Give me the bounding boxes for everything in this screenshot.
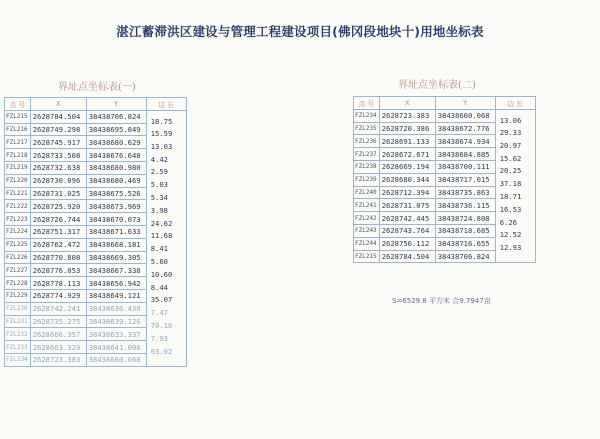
distance-cell <box>495 199 535 212</box>
distance-cell <box>146 187 186 203</box>
distance-value: 8.44 <box>150 282 168 292</box>
table-row <box>354 224 536 237</box>
table-row <box>5 213 187 226</box>
y-cell: 38438700.111 <box>435 160 495 173</box>
distance-cell <box>495 212 535 225</box>
header-point: 点 号 <box>354 97 380 110</box>
header-dist: 边 长 <box>495 97 535 110</box>
table2-caption: 界址点坐标表(二) <box>398 80 476 91</box>
table-row <box>354 122 536 135</box>
distance-cell <box>495 148 535 161</box>
distance-value: 10.60 <box>150 269 173 279</box>
x-cell: 2628720.386 <box>379 122 435 135</box>
table-row <box>5 110 187 123</box>
point-cell: FZL243 <box>354 224 380 237</box>
table-row <box>354 237 536 250</box>
point-cell: FZL216 <box>5 123 31 136</box>
point-cell: FZL225 <box>5 238 31 251</box>
distance-cell <box>495 237 535 253</box>
point-cell: FZL223 <box>5 213 31 226</box>
table-row <box>5 264 187 277</box>
x-cell: 2628743.764 <box>379 224 435 237</box>
table-row <box>354 173 536 186</box>
x-cell: 2628762.472 <box>30 238 86 251</box>
point-cell: FZL226 <box>5 251 31 264</box>
distance-value: 13.03 <box>150 141 173 151</box>
distance-cell <box>146 200 186 213</box>
distance-value: 11.68 <box>150 231 173 241</box>
y-cell: 38438674.934 <box>435 135 495 148</box>
point-cell: FZL240 <box>354 186 380 199</box>
distance-value: 3.98 <box>150 205 168 215</box>
x-cell: 2628776.053 <box>30 264 86 277</box>
x-cell: 2628742.241 <box>30 302 86 315</box>
distance-value: 29.33 <box>499 128 522 138</box>
distance-value: 18.75 <box>150 116 173 126</box>
x-cell: 2628731.075 <box>379 199 435 212</box>
distance-value: 4.42 <box>150 154 168 164</box>
table-row <box>5 149 187 162</box>
y-cell: 38438736.115 <box>435 199 495 212</box>
point-cell: FZL219 <box>5 161 31 174</box>
header-point: 点 号 <box>5 98 31 111</box>
distance-cell <box>146 123 186 139</box>
point-cell: FZL241 <box>354 199 380 212</box>
distance-value: 8.41 <box>150 244 168 254</box>
point-cell: FZL238 <box>354 160 380 173</box>
y-cell: 38438671.633 <box>86 225 146 238</box>
table1-body <box>5 110 187 366</box>
distance-cell <box>146 149 186 162</box>
table-row <box>354 250 536 263</box>
distance-cell <box>146 341 186 354</box>
x-cell: 2628735.275 <box>30 315 86 328</box>
distance-value: 15.62 <box>499 153 522 163</box>
x-cell: 2628774.929 <box>30 289 86 302</box>
x-cell: 2628730.096 <box>30 174 86 187</box>
table-row <box>5 225 187 238</box>
x-cell: 2628666.357 <box>30 328 86 341</box>
point-cell: FZL234 <box>5 353 31 366</box>
y-cell: 38438735.863 <box>435 186 495 199</box>
x-cell: 2628712.394 <box>379 186 435 199</box>
table-row <box>5 251 187 264</box>
distance-value: 2.59 <box>150 167 168 177</box>
point-cell: FZL227 <box>5 264 31 277</box>
table-row <box>354 160 536 173</box>
distance-value: 5.03 <box>150 180 168 190</box>
distance-cell <box>146 251 186 267</box>
header-x: X <box>379 97 435 110</box>
table-row <box>5 174 187 187</box>
table-row <box>5 200 187 213</box>
y-cell: 38438724.808 <box>435 212 495 225</box>
table-row <box>354 135 536 148</box>
point-cell: FZL234 <box>354 109 380 122</box>
distance-cell <box>495 173 535 189</box>
distance-cell <box>146 136 186 149</box>
x-cell: 2628732.638 <box>30 161 86 174</box>
distance-value: 20.97 <box>499 140 522 150</box>
header-x: X <box>30 98 86 111</box>
y-cell: 38438670.073 <box>86 213 146 226</box>
distance-cell <box>495 186 535 202</box>
distance-value: 24.62 <box>150 218 173 228</box>
distance-cell <box>495 122 535 138</box>
distance-cell <box>146 289 186 305</box>
distance-cell <box>146 315 186 331</box>
y-cell: 38438667.338 <box>86 264 146 277</box>
distance-value: 70.16 <box>150 321 173 331</box>
distance-cell <box>146 302 186 318</box>
distance-value: 20.25 <box>499 166 522 176</box>
y-cell: 38438668.181 <box>86 238 146 251</box>
header-y: Y <box>86 98 146 111</box>
x-cell: 2628669.194 <box>379 160 435 173</box>
table2-body <box>354 109 536 263</box>
x-cell: 2628778.113 <box>30 277 86 290</box>
y-cell: 38438684.885 <box>435 148 495 161</box>
distance-value: 12.93 <box>499 243 522 253</box>
point-cell: FZL231 <box>5 315 31 328</box>
x-cell: 2628725.920 <box>30 200 86 213</box>
distance-value: 7.47 <box>150 308 168 318</box>
coordinate-table-2 <box>353 96 536 263</box>
distance-cell <box>495 250 535 263</box>
distance-value: 5.60 <box>150 257 168 267</box>
point-cell: FZL236 <box>354 135 380 148</box>
y-cell: 38438641.006 <box>86 341 146 354</box>
x-cell: 2628726.744 <box>30 213 86 226</box>
y-cell: 38438676.648 <box>86 149 146 162</box>
point-cell: FZL244 <box>354 237 380 250</box>
distance-cell <box>146 328 186 341</box>
table-row <box>5 277 187 290</box>
distance-cell <box>146 225 186 241</box>
point-cell: FZL217 <box>5 136 31 149</box>
table-row <box>5 238 187 251</box>
y-cell: 38438673.969 <box>86 200 146 213</box>
distance-cell <box>146 174 186 190</box>
distance-value: 37.18 <box>499 179 522 189</box>
distance-cell <box>146 213 186 226</box>
table-row <box>354 109 536 122</box>
x-cell: 2628680.344 <box>379 173 435 186</box>
table-header-row <box>354 97 536 110</box>
distance-cell <box>495 135 535 148</box>
y-cell: 38438706.824 <box>86 110 146 123</box>
coordinate-table-1 <box>4 97 187 367</box>
point-cell: FZL218 <box>5 149 31 162</box>
table-row <box>354 212 536 225</box>
x-cell: 2628756.112 <box>379 237 435 250</box>
distance-cell <box>146 238 186 254</box>
point-cell: FZL215 <box>354 250 380 263</box>
distance-value: 15.59 <box>150 129 173 139</box>
x-cell: 2628733.508 <box>30 149 86 162</box>
table-row <box>5 187 187 200</box>
y-cell: 38438639.126 <box>86 315 146 328</box>
point-cell: FZL221 <box>5 187 31 200</box>
distance-value: 35.07 <box>150 295 173 305</box>
page-title: 湛江蓄滞洪区建设与管理工程建设项目(佛冈段地块十)用地坐标表 <box>116 24 484 39</box>
distance-value: 16.53 <box>499 204 522 214</box>
table-row <box>5 161 187 174</box>
distance-cell <box>146 161 186 177</box>
y-cell: 38438695.849 <box>86 123 146 136</box>
point-cell: FZL215 <box>5 110 31 123</box>
y-cell: 38438649.121 <box>86 289 146 302</box>
point-cell: FZL239 <box>354 173 380 186</box>
y-cell: 38438660.068 <box>86 353 146 366</box>
y-cell: 38438718.685 <box>435 224 495 237</box>
point-cell: FZL220 <box>5 174 31 187</box>
table-row <box>5 315 187 328</box>
y-cell: 38438680.629 <box>86 136 146 149</box>
distance-value: 5.34 <box>150 193 168 203</box>
table-row <box>5 341 187 354</box>
y-cell: 38438633.337 <box>86 328 146 341</box>
distance-cell <box>146 277 186 290</box>
distance-cell <box>495 224 535 240</box>
y-cell: 38438675.526 <box>86 187 146 200</box>
table-header-row <box>5 98 187 111</box>
table-row <box>5 328 187 341</box>
header-y: Y <box>435 97 495 110</box>
point-cell: FZL242 <box>354 212 380 225</box>
y-cell: 38438706.824 <box>435 250 495 263</box>
y-cell: 38438660.068 <box>435 109 495 122</box>
distance-cell <box>146 353 186 366</box>
header-dist: 边 长 <box>146 98 186 111</box>
x-cell: 2628663.320 <box>30 341 86 354</box>
distance-cell <box>495 160 535 176</box>
x-cell: 2628751.317 <box>30 225 86 238</box>
table-row <box>354 199 536 212</box>
point-cell: FZL230 <box>5 302 31 315</box>
point-cell: FZL232 <box>5 328 31 341</box>
x-cell: 2628723.383 <box>379 109 435 122</box>
y-cell: 38438680.980 <box>86 161 146 174</box>
table1-caption: 界址点坐标表(一) <box>58 82 136 93</box>
table-row <box>354 148 536 161</box>
x-cell: 2628784.504 <box>379 250 435 263</box>
y-cell: 38438636.430 <box>86 302 146 315</box>
distance-value: 13.06 <box>499 115 522 125</box>
y-cell: 38438680.469 <box>86 174 146 187</box>
table-row <box>5 123 187 136</box>
x-cell: 2628672.671 <box>379 148 435 161</box>
x-cell: 2628731.025 <box>30 187 86 200</box>
point-cell: FZL228 <box>5 277 31 290</box>
y-cell: 38438716.655 <box>435 237 495 250</box>
distance-cell <box>146 264 186 277</box>
distance-cell <box>495 109 535 125</box>
point-cell: FZL235 <box>354 122 380 135</box>
table-row <box>354 186 536 199</box>
table-row <box>5 302 187 315</box>
x-cell: 2628749.298 <box>30 123 86 136</box>
point-cell: FZL229 <box>5 289 31 302</box>
y-cell: 38438656.942 <box>86 277 146 290</box>
x-cell: 2628742.445 <box>379 212 435 225</box>
x-cell: 2628745.917 <box>30 136 86 149</box>
x-cell: 2628723.383 <box>30 353 86 366</box>
distance-value: 18.71 <box>499 192 522 202</box>
y-cell: 38438669.305 <box>86 251 146 264</box>
point-cell: FZL233 <box>5 341 31 354</box>
area-note: S=6529.8 平方米 合9.7947亩 <box>392 297 491 305</box>
distance-value: 6.26 <box>499 217 517 227</box>
distance-value: 7.93 <box>150 333 168 343</box>
point-cell: FZL222 <box>5 200 31 213</box>
table-row <box>5 136 187 149</box>
distance-value: 12.52 <box>499 230 522 240</box>
distance-value: 63.02 <box>150 346 173 356</box>
y-cell: 38438717.015 <box>435 173 495 186</box>
table-row <box>5 289 187 302</box>
x-cell: 2628784.504 <box>30 110 86 123</box>
x-cell: 2628691.133 <box>379 135 435 148</box>
x-cell: 2628770.808 <box>30 251 86 264</box>
table-row <box>5 353 187 366</box>
point-cell: FZL224 <box>5 225 31 238</box>
point-cell: FZL237 <box>354 148 380 161</box>
y-cell: 38438672.776 <box>435 122 495 135</box>
distance-cell <box>146 110 186 126</box>
